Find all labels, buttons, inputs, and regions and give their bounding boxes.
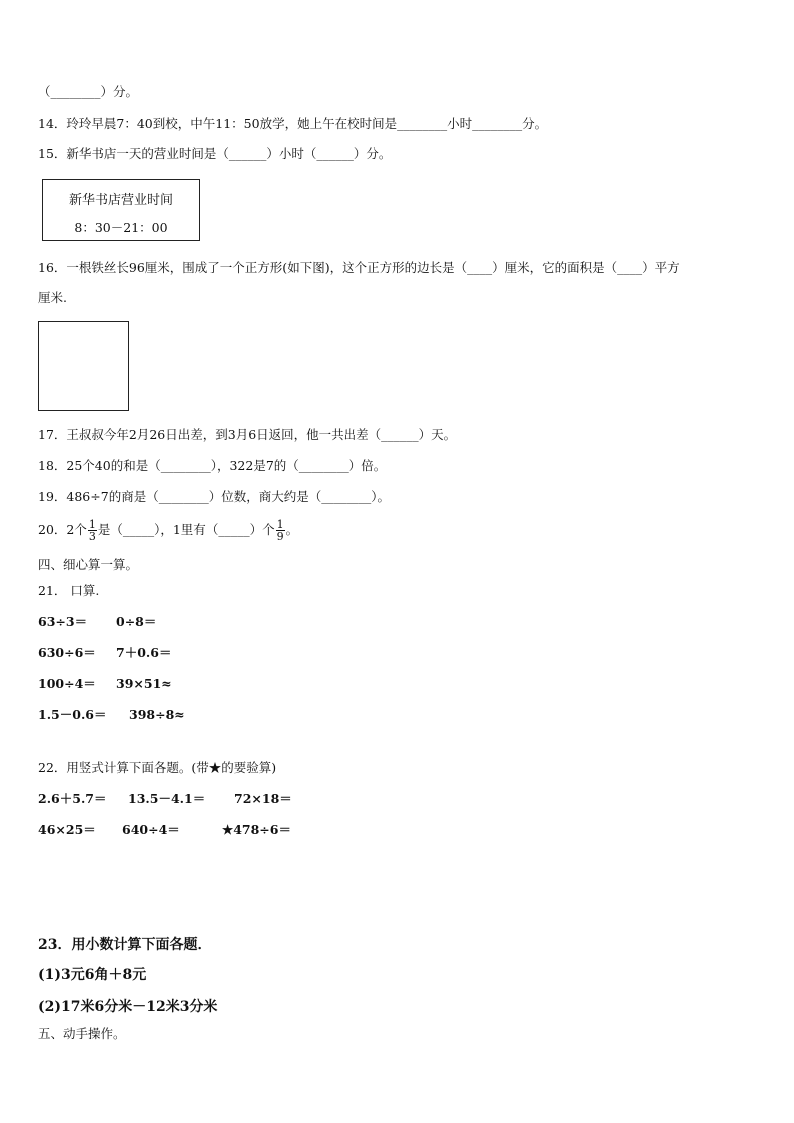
oral-calc-row xyxy=(38,645,171,661)
oral-calc-row xyxy=(38,676,172,692)
vertical-calc-item: ★478÷6＝ xyxy=(222,822,291,837)
question-22: 22．用竖式计算下面各题。(带★的要验算) xyxy=(38,760,277,775)
vertical-calc-row xyxy=(38,822,291,838)
oral-calc-item: 398÷8≈ xyxy=(129,707,185,722)
question-16-line1: 16．一根铁丝长96厘米，围成了一个正方形(如下图)，这个正方形的边长是（____）厘米，它的面积是（____）平方 xyxy=(38,260,680,275)
vertical-calc-item: 46×25＝ xyxy=(38,822,96,837)
question-14: 14．玲玲早晨7：40到校，中午11：50放学，她上午在校时间是________小时________分。 xyxy=(38,116,548,131)
oral-calc-row xyxy=(38,707,185,723)
q13-continuation: （________）分。 xyxy=(38,84,139,99)
question-19: 19．486÷7的商是（________）位数，商大约是（________）。 xyxy=(38,489,390,504)
section-4-heading: 四、细心算一算。 xyxy=(38,557,139,572)
question-20 xyxy=(38,518,298,542)
square-figure xyxy=(38,321,129,411)
question-23-part1: (1)3元6角＋8元 xyxy=(38,967,147,983)
vertical-calc-row xyxy=(38,791,292,807)
vertical-calc-item: 640÷4＝ xyxy=(122,822,180,837)
bookstore-hours-title: 新华书店营业时间 xyxy=(68,193,173,208)
bookstore-hours-box xyxy=(42,179,200,241)
vertical-calc-item: 72×18＝ xyxy=(234,791,292,806)
oral-calc-item: 0÷8＝ xyxy=(116,614,157,629)
question-20-part1: 20．2个 xyxy=(38,522,87,537)
bookstore-hours-value: 8：30－21：00 xyxy=(74,220,168,235)
oral-calc-item: 1.5－0.6＝ xyxy=(38,707,107,722)
question-16-line2: 厘米. xyxy=(38,290,67,305)
question-20-part2: 是（_____），1里有（_____）个 xyxy=(97,522,275,537)
oral-calc-item: 63÷3＝ xyxy=(38,614,88,629)
fraction-one-ninth: $\frac{1}{9}$ xyxy=(276,518,284,543)
oral-calc-item: 630÷6＝ xyxy=(38,645,96,660)
section-5-heading: 五、动手操作。 xyxy=(38,1026,126,1041)
question-23: 23．用小数计算下面各题． xyxy=(38,937,212,953)
oral-calc-row xyxy=(38,614,156,630)
vertical-calc-item: 13.5－4.1＝ xyxy=(128,791,206,806)
question-21: 21． 口算. xyxy=(38,583,100,598)
question-20-part3: 。 xyxy=(285,522,299,537)
oral-calc-item: 100÷4＝ xyxy=(38,676,96,691)
vertical-calc-item: 2.6＋5.7＝ xyxy=(38,791,107,806)
fraction-one-third: $\frac{1}{3}$ xyxy=(88,518,96,543)
oral-calc-item: 7＋0.6＝ xyxy=(116,645,172,660)
question-23-part2: (2)17米6分米－12米3分米 xyxy=(38,999,218,1015)
question-18: 18．25个40的和是（________），322是7的（________）倍。 xyxy=(38,458,387,473)
question-17: 17．王叔叔今年2月26日出差，到3月6日返回，他一共出差（______）天。 xyxy=(38,427,457,442)
question-15: 15．新华书店一天的营业时间是（______）小时（______）分。 xyxy=(38,146,392,161)
oral-calc-item: 39×51≈ xyxy=(116,676,172,691)
